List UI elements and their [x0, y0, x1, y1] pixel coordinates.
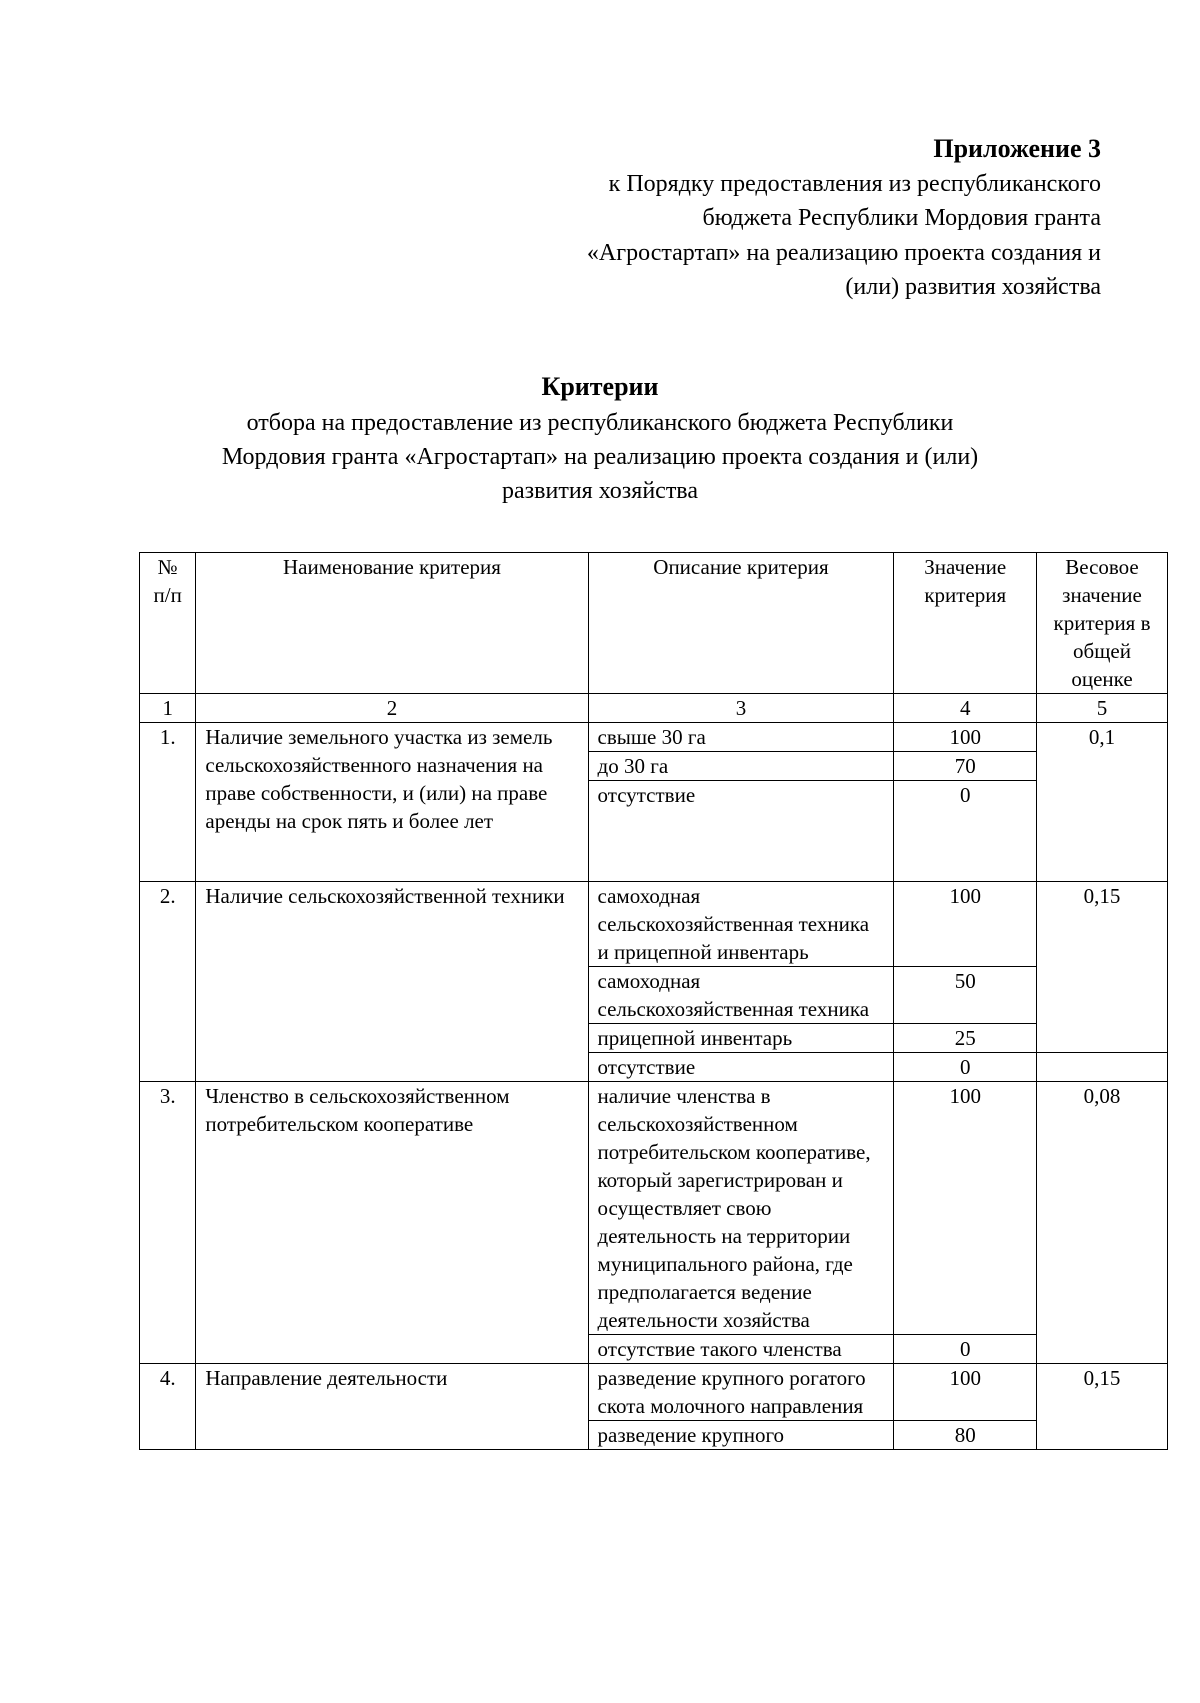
- criterion-weight: 0,15: [1037, 882, 1168, 1053]
- option-value: 0: [894, 781, 1037, 882]
- table-row: [140, 1082, 1168, 1335]
- criterion-weight: 0,08: [1037, 1082, 1168, 1364]
- criterion-name: Направление деятельности: [196, 1364, 588, 1450]
- option-value: 100: [894, 1364, 1037, 1421]
- option-description: самоходная сельскохозяйственная техника и прицепной инвентарь: [588, 882, 894, 967]
- criterion-name: Наличие земельного участка из земель сельскохозяйственного назначения на праве собственности, и (или) на праве аренды на срок пять и более лет: [196, 723, 588, 882]
- empty-weight-cell: [1037, 1053, 1168, 1082]
- column-number: 5: [1037, 694, 1168, 723]
- column-number: 3: [588, 694, 894, 723]
- criterion-weight: 0,1: [1037, 723, 1168, 882]
- appendix-header: [381, 132, 1101, 305]
- option-description: отсутствие: [588, 1053, 894, 1082]
- heading-line: развития хозяйства: [502, 478, 698, 504]
- column-numbers-row: [140, 694, 1168, 723]
- table-row: [140, 882, 1168, 967]
- option-value: 0: [894, 1053, 1037, 1082]
- criterion-num: 1.: [140, 723, 196, 882]
- option-value: 0: [894, 1335, 1037, 1364]
- criteria-table: [139, 552, 1168, 1450]
- header-value: Значение критерия: [894, 553, 1037, 694]
- heading-title: Критерии: [541, 372, 659, 401]
- option-description: отсутствие: [588, 781, 894, 882]
- heading-line: отбора на предоставление из республиканского бюджета Республики: [246, 410, 954, 436]
- criterion-num: 4.: [140, 1364, 196, 1450]
- appendix-title: Приложение 3: [933, 134, 1101, 163]
- option-description: разведение крупного: [588, 1421, 894, 1450]
- column-number: 4: [894, 694, 1037, 723]
- criterion-num: 2.: [140, 882, 196, 1082]
- header-name: Наименование критерия: [196, 553, 588, 694]
- option-description: наличие членства в сельскохозяйственном потребительском кооперативе, который зарегистрирован и осуществляет свою деятельность на территории муниципального района, где предполагается ведение деятельности хозяйства: [588, 1082, 894, 1335]
- criterion-weight: 0,15: [1037, 1364, 1168, 1450]
- table-row: [140, 723, 1168, 752]
- option-description: разведение крупного рогатого скота молочного направления: [588, 1364, 894, 1421]
- table-header-row: [140, 553, 1168, 694]
- document-heading: [120, 370, 1080, 508]
- criterion-name: Членство в сельскохозяйственном потребительском кооперативе: [196, 1082, 588, 1364]
- appendix-line: к Порядку предоставления из республиканского: [608, 170, 1101, 197]
- heading-line: Мордовия гранта «Агростартап» на реализацию проекта создания и (или): [221, 444, 979, 470]
- header-description: Описание критерия: [588, 553, 894, 694]
- option-value: 50: [894, 967, 1037, 1024]
- column-number: 1: [140, 694, 196, 723]
- criterion-name: Наличие сельскохозяйственной техники: [196, 882, 588, 1082]
- option-description: отсутствие такого членства: [588, 1335, 894, 1364]
- option-value: 100: [894, 1082, 1037, 1335]
- appendix-line: бюджета Республики Мордовия гранта: [702, 205, 1101, 231]
- option-value: 100: [894, 882, 1037, 967]
- criterion-num: 3.: [140, 1082, 196, 1364]
- option-description: самоходная сельскохозяйственная техника: [588, 967, 894, 1024]
- column-number: 2: [196, 694, 588, 723]
- option-value: 70: [894, 752, 1037, 781]
- option-value: 80: [894, 1421, 1037, 1450]
- header-num: № п/п: [140, 553, 196, 694]
- option-description: прицепной инвентарь: [588, 1024, 894, 1053]
- appendix-line: (или) развития хозяйства: [845, 274, 1101, 300]
- appendix-line: «Агростартап» на реализацию проекта создания и: [586, 239, 1101, 266]
- option-value: 25: [894, 1024, 1037, 1053]
- table-row: [140, 1364, 1168, 1421]
- option-value: 100: [894, 723, 1037, 752]
- header-weight: Весовое значение критерия в общей оценке: [1037, 553, 1168, 694]
- option-description: до 30 га: [588, 752, 894, 781]
- option-description: свыше 30 га: [588, 723, 894, 752]
